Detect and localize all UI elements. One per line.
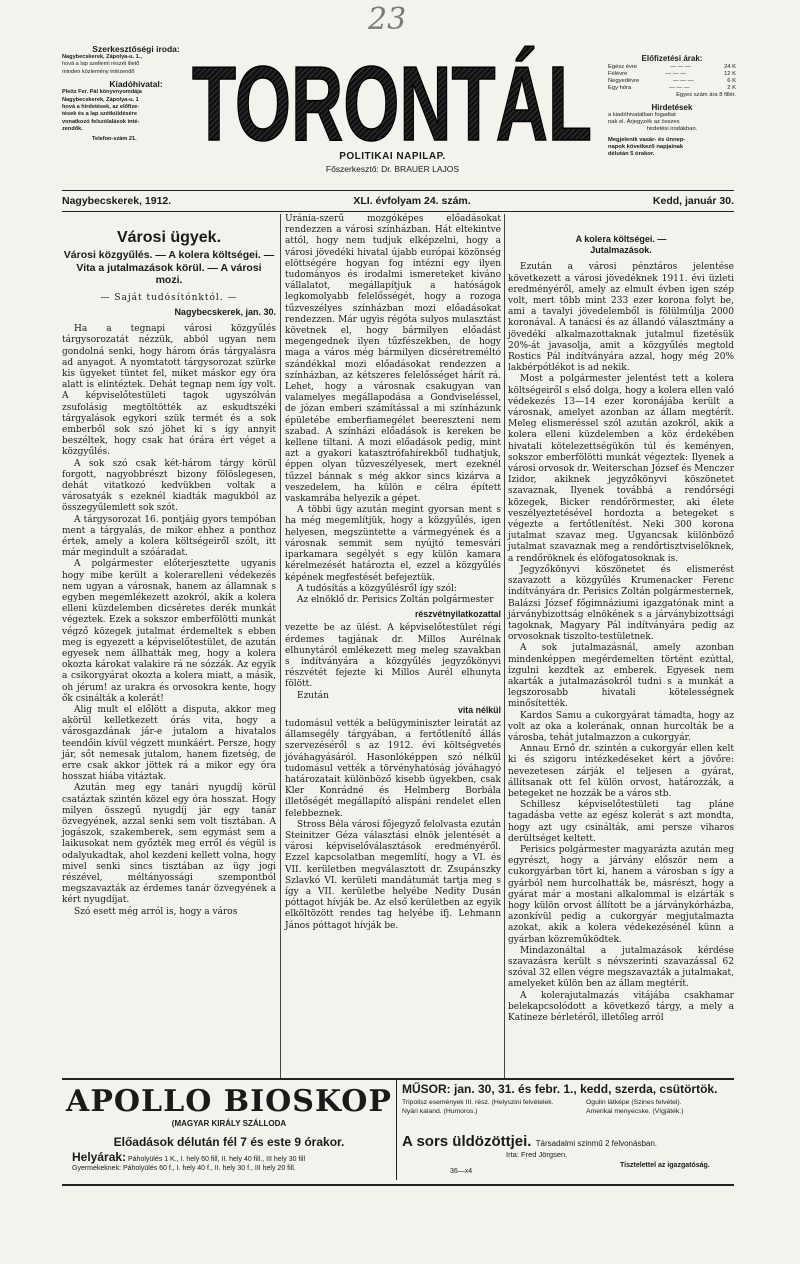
film-title: A sors üldözöttjei. <box>402 1133 532 1150</box>
price-row: Negyedévre — — — 6 K <box>608 77 736 84</box>
issue-number: XLI. évfolyam 24. szám. <box>353 195 471 207</box>
article-lead: Városi közgyűlés. — A kolera költségei. — Vita a jutalmazások körül. — A városi mozi. <box>63 249 275 287</box>
prices-line: Gyermekeknek: Páholyülés 60 f., I. hely 40 f., II. hely 30 f., III hely 20 fill. <box>72 1165 296 1172</box>
ads-line: a kiadóhivatalban fogadtat <box>608 112 676 119</box>
program-item: Ogulin látképe (Szines felvétel). <box>586 1099 682 1106</box>
paragraph: Ha a tegnapi városi közgyűlés tárgysorozatát nézzük, abból ugyan nem gondolná senki, hogy három órás tárgyalásra ad anyagot. A nyomtatott tárgysorozat szürke kis ügyeket tüntet fel, miket máskor egy óra alatt is elintéztek. Dehát tegnap nem így volt. A képviselőtestületi tagok ugyszólván zsufolásig megtöltötték az eskudtszéki tárgyalások egykori szük termét és a sok emberből sok szó jöhet ki s így annyit beszéltek, hogy csak hat órára ért véget a közgyűlés. <box>62 324 276 458</box>
paragraph: Uránia-szerű mozgóképes előadásokat rendezzen a városi színházban. Hát eltekintve attól, hogy nem tudjuk elképzelni, hogy a városi jövedéki hivatal újabb európai közönség elöttségére hogyan fog intézni egy ilyen tudományos és irodalmi ismereteket kiváno vállalatot, megállapítjuk a hatóságok legkomolyabb felelősségét, hogy a rozoga tűzveszélyes színházban mozi előadásokat rendezzen. Már ugyis régóta sulyos mulasztást követnek el, hogy bármilyen előadást megengednek ilyen tűzfészekben, de hogy maga a város még bármilyen dicséretreméltó szándékkal mozi előadásokat rendezzen a színházban, az kétszeres felelősséget hárít rá. Lehet, hogy a városnak csakugyan van valamelyes megállapodása a Gondviseléssel, de józan emberi számítással a mi színházunk épületébe emberfiamegélet beereszteni nem szabad. A színházi előadások is kereken be kellene tiltani. A mozi előadások pedig, mint azt a gyakori katasztrófahírekből tudhatjuk, éppen olyan tűzveszélyesek, mert ezeknél tűzzel bánnak s még akkor sincs kizárva a veszedelem, ha külön e célra épített vaskamrába helyezik a gépet. <box>285 214 501 505</box>
issue-date: Kedd, január 30. <box>652 195 734 207</box>
header-right-info <box>608 54 736 158</box>
ticket-prices <box>72 1150 392 1173</box>
paragraph: Perisics polgármester magyarázta azután meg egyrészt, hogy a járvány először nem a cukorgyárban tört ki, hanem a városban s így a gyárból nem hurcolhatták be, másrészt, hogy a gyárat már a mostani alkalommal is elzárták s hogy külön orvost állított be a járványkórházba, azonkívül pedig a cukorgyár megjutalmazta azokat, akik a kolera védekezésénél künn a gyárban közreműködtek. <box>508 844 734 945</box>
prices-label: Helyárak: <box>72 1150 127 1164</box>
publisher-line: Nagybecskerek, Zápolya-u. 1 <box>62 96 139 103</box>
byline: — Saját tudósítónktól. — <box>100 292 238 303</box>
paragraph: A többi ügy azután megint gyorsan ment s ha még megemlítjük, hogy a közgyűlés, igen helyesen, megszüntette a vármegyének és a városnak semmit sem nyújtó temesvári iparkamara segélyét s egy külön kamara kérelmezését határozta el, ezzel a közgyűlés képének megfestését befejeztük. <box>285 505 501 583</box>
editorial-note: hová a lap szellemi részét illető <box>62 61 140 68</box>
program-item: Nyári kaland. (Humoros.) <box>402 1107 478 1115</box>
ad-code: 36—x4 <box>450 1168 473 1175</box>
price-row: Egy hóra — — — 2 K <box>608 85 736 92</box>
single-issue-price: Egyes szám ára 8 fillér. <box>676 92 736 99</box>
column-rule <box>280 214 281 1078</box>
section-heading: A kolera költségei. — <box>575 234 667 244</box>
ads-line: délután 5 órakor. <box>608 151 655 158</box>
cinema-location: (MAGYAR KIRÁLY SZÁLLODA <box>171 1119 287 1128</box>
section-heading: Jutalmazások. <box>590 245 652 256</box>
publisher-title: Kiadóhivatal: <box>109 79 163 90</box>
prices-title: Előfizetési árak: <box>641 54 703 63</box>
paragraph: Az elnöklő dr. Perisics Zoltán polgármester <box>297 594 494 605</box>
paragraph: tudomásul vették a belügyminiszter leiratát az államsegély tárgyában, a fertőtlenítő állás szervezéséről s az 1912. évi költségvetés jóváhagyásáról. Hasonlóképpen szó nélkül tudomásul vették a törvényhatóság jóváhagyó határozatait különböző kisebb ügyekben, csak Kler Konrádné és Helmberg Borbála illetőségét megállapító alispáni rendelet ellen felebbeznek. <box>285 718 501 819</box>
paragraph: Jegyzőkönyvi köszönetet és elismerést szavazott a közgyűlés Krumenacker Ferenc indítványára dr. Perisics Zoltán polgármesternek, Balázsi József főgimnáziumi igazgatónak mint a járványbizottság elnökének s a járványbizottsági tagoknak, Magyary Pál indítványára pedig az orvosoknak tiszolto-testületnek. <box>508 564 734 643</box>
program-item: Amerikai menyecske. (Vígjáték.) <box>586 1107 684 1115</box>
paragraph: Mindazonáltal a jutalmazások kérdése szavazásra került s névszerinti szavazással 62 szóval 32 ellen végre megszavazták a jutalmakat, amelyeket külön ben az állam megtérít. <box>508 945 734 990</box>
program-item: Tripolisz események III. rész. (Helyszini felvételek. <box>402 1099 554 1106</box>
page-number: 23 <box>368 2 407 37</box>
film-author: Irta: Fred Jörgsen. <box>506 1150 568 1159</box>
paragraph: vezette be az ülést. A képviselőtestület régi érdemes tagjának dr. Millos Aurélnak elhunytáról emlékezett meg meleg szavakban s indítványára a közgyűlés jegyzőkönyvi részvétét fejezte ki Millos Aurél elhunyta fölött. <box>285 623 501 690</box>
editorial-title: Szerkesztőségi iroda: <box>92 44 180 54</box>
column-2 <box>285 214 501 1088</box>
paragraph: Kardos Samu a cukorgyárat támadta, hogy az volt az oka a kolerának, onnan hurcolták be a városba, tehát jutalmazzon a cukorgyár. <box>508 710 734 743</box>
subheading: részvétnyilatkozattal <box>414 609 501 620</box>
paragraph: Szó esett még arról is, hogy a város <box>74 906 238 917</box>
masthead <box>190 38 595 156</box>
program-header: MŰSOR: jan. 30, 31. és febr. 1., kedd, szerda, csütörtök. <box>402 1082 718 1096</box>
ads-line: nak el. Árjegyzék az összes <box>608 119 680 126</box>
feature-film <box>402 1133 732 1150</box>
ads-title: Hirdetések <box>651 102 693 112</box>
editor-in-chief: Főszerkesztő: Dr. BRAUER LAJOS <box>325 164 460 174</box>
ad-divider <box>396 1080 397 1180</box>
paragraph: A polgármester előterjesztette ugyanis hogy mibe került a kolerarelleni védekezés nem ugyan a városnak, hanem az államnak s egyben megemlékezett azokról, akik a kolera elleni küzdelemben dicséretes derék munkát végeztek. Ezek a sokszor emberfölötti munkát végző közegek jutalmat érdemeltek s ebben meg is egyezett a képviselőtestület, de azután egyesek nem állhatták meg, hogy a kolera okozta károkat valakire rá ne sózzák. Az egyik a csikorgyárat okozta a kolera miatt, a másik, oh jérum! az urakra és orvosokra kente, hogy ők csinálták a kolerát! <box>62 559 276 704</box>
paragraph: Ezután a városi pénztáros jelentése következett a városi jövedéknek 1911. évi üzleti eredményéről, amely az elmult évben igen szép volt, mert több mint 233 ezer korona folyt be, ami a tavalyi jövedelemből is fölülmúlja 2000 koronával. A tanácsi és az állandó választmány a jövedéki alkalmazottaknak jutalmul fizetésük 20%-át javasolja, amit a közgyűlés megtold Rostics Pál indítványára azzal, hogy még 20% lakbérpótlékot is ad nekik. <box>508 262 734 374</box>
paragraph: A kolerajutalmazás vitájába csakhamar belekapcsolódott a következő tárgy, a mely a Katineze bérletéről, illetőleg arról <box>508 990 734 1024</box>
performance-times: Előadások délután fél 7 és este 9 órakor. <box>113 1135 345 1149</box>
date-bar <box>62 190 734 212</box>
masthead-subtitle: POLITIKAI NAPILAP. <box>339 151 446 162</box>
program-list <box>586 1099 732 1116</box>
cinema-name: APOLLO BIOSKOP <box>66 1084 392 1119</box>
paragraph: Annau Ernő dr. szintén a cukorgyár ellen kelt ki és szigoru intézkedéseket kért a jövőre: nevezetesen zárják el teljesen a gyárat, állítsanak ott fel külön orvost, határozzák, a betegeket ne hozzák be a város stb. <box>508 744 734 799</box>
ads-line: napok következő napjainak <box>608 143 684 150</box>
paragraph: A sok jutalmazásnál, amely azonban mindenképpen megérdemelten történt ezúttal, izgulni kezdtek az emberek. Egyesek nem akarták a jutalmazásokról tudni s a munkát a legszorosabb hivatali kötelességnek minősítették. <box>508 643 734 710</box>
paragraph: Ezután <box>297 690 329 701</box>
dateline: Nagybecskerek, jan. 30. <box>174 306 276 317</box>
column-rule <box>504 214 505 1078</box>
publisher-line: tések és a lap szétküldésére <box>62 111 137 118</box>
article-title: Városi ügyek. <box>116 229 222 246</box>
ad-signature: Tisztelettel az igazgatóság. <box>620 1162 710 1169</box>
header-left-info <box>62 44 210 143</box>
place-year: Nagybecskerek, 1912. <box>62 195 172 207</box>
prices-line: Páholyülés 1 K., I. hely 60 fill, II. hely 40 fill., III hely 30 fill <box>128 1156 306 1163</box>
program-list <box>402 1099 592 1116</box>
paragraph: Schillesz képviselőtestületi tag pláne tagadásba vette az egész kolerát s azt mondta, hogy azt ugy csinálták, ami persze viharos derültséget keltett. <box>508 800 734 844</box>
paragraph: Most a polgármester jelentést tett a kolera költségeiről s első dolga, hogy a kolera ellen való védekezés 13—14 ezer koronájába került a városnak, amelyet azonban az állam megtérít. Meleg elismeréssel szól azután azokról, akik a kolera elleni küzdelemben a köz érdekében hivatali kötelezettségükön túl és keményen, sokszor emberfölötti munkát végeztek: Ilyenek a városi orvosok dr. Weiterschan József és Menczer Izidor, akiknek jegyzőkönyvi köszönetet szavaznak, Ilyenek továbbá a rendőrségi közegek, Bicker rendőrörmester, aki élete veszélyeztetésével hordozta a betegeket s végezte a fertőtlenítést. Neki 300 korona jutalmat szavaz meg. Ugyancsak különböző jutalmat szavaznak meg a rendőrtisztviselőknek, a rendőröknek és elöfogatosoknak is. <box>508 374 734 564</box>
paragraph: A tárgysorozat 16. pontjáig gyors tempóban ment a tárgyalás, de mikor ehhez a ponthoz értek, amely a kolera költségeiről szólt, itt már megindult a szóáradat. <box>62 514 276 559</box>
publisher-line: hová a hirdetések, az előfize- <box>62 104 140 111</box>
paragraph: Alig mult el előlött a disputa, akkor meg akörül kelletkezett órás vita, hogy a városgazdának jár-e jutalom a hivatalos teendőin kívül végzett munkáért. Persze, hogy jár, sőt nemesak jutalom, hanem fizetség, de erre csak akkor jöttek rá a mikor egy óra hosszat hiába vitáztak. <box>62 705 276 783</box>
paragraph: A sok szó csak két-három tárgy körül forgott, nagyobbrészt bizony fölöslegesen, dehát vitatkozó kedvükben voltak a városatyák s ezeknél kiadták magukból az összegyűlemlett sok szót. <box>62 458 276 514</box>
publisher-line: Pleitz Fer. Pál könyvnyomdája <box>62 89 142 96</box>
paragraph: A tudósítás a közgyűlésről így szól: <box>297 583 457 594</box>
publisher-line: vonatkozó felszólalások inté- <box>62 118 140 125</box>
film-note: Társadalmi szinmű 2 felvonásban. <box>535 1139 658 1148</box>
phone-number: Telefon-szám 21. <box>92 135 137 142</box>
paragraph: Stross Béla városi főjegyző felolvasta ezután Steinitzer Géza választási elnök jelentését a városi képviselőválasztások eredményéről. Ezzel kapcsolatban megemlítí, hogy a VI. és VII. kerületben megválasztott dr. Zsupánszky Szlavkó VI. kerületi mandátumát tartja meg s így a VII. kerületbe helyébe Nedity Dusán póttagot hívják be. Az első kerületben az egyik elköltözött rendes tag helyébe ifj. Lehmann János póttagot hívják be. <box>285 819 501 931</box>
price-row: Félévre — — — 12 K <box>608 70 736 77</box>
ads-line: hirdetési irodákban. <box>646 126 698 133</box>
publisher-line: zendők. <box>62 126 83 133</box>
subheading: vita nélkül <box>457 704 501 715</box>
masthead-title: TORONTÁL <box>192 45 592 150</box>
column-1 <box>62 214 276 1088</box>
paragraph: Azután meg egy tanári nyugdíj körül csatáztak szintén közel egy óra hosszat. Hogy milyen összegű nyugdíj jár egy tanár özvegyének, azzal senki sem volt tisztában. A jogászok, szakemberek, sem egymást sem a laikusokat nem győzték meg erről és végül is odalyukadtak, ahol kezdeni kellett volna, hogy mivel senki sincs tisztában az ügy jogi részével, méltányossági szempontból megszavazták az érdemes tanár özvegyének a kért nyugdíjat. <box>62 783 276 906</box>
editorial-address: Nagybecskerek, Zápolya-u. 1., <box>62 54 142 60</box>
column-3 <box>508 214 734 1086</box>
ads-line: Megjelenik vasár- és ünnep- <box>608 136 686 143</box>
price-row: Egész évre — — — 24 K <box>608 63 736 70</box>
editorial-note: minden közlemény intézendő <box>62 68 135 75</box>
